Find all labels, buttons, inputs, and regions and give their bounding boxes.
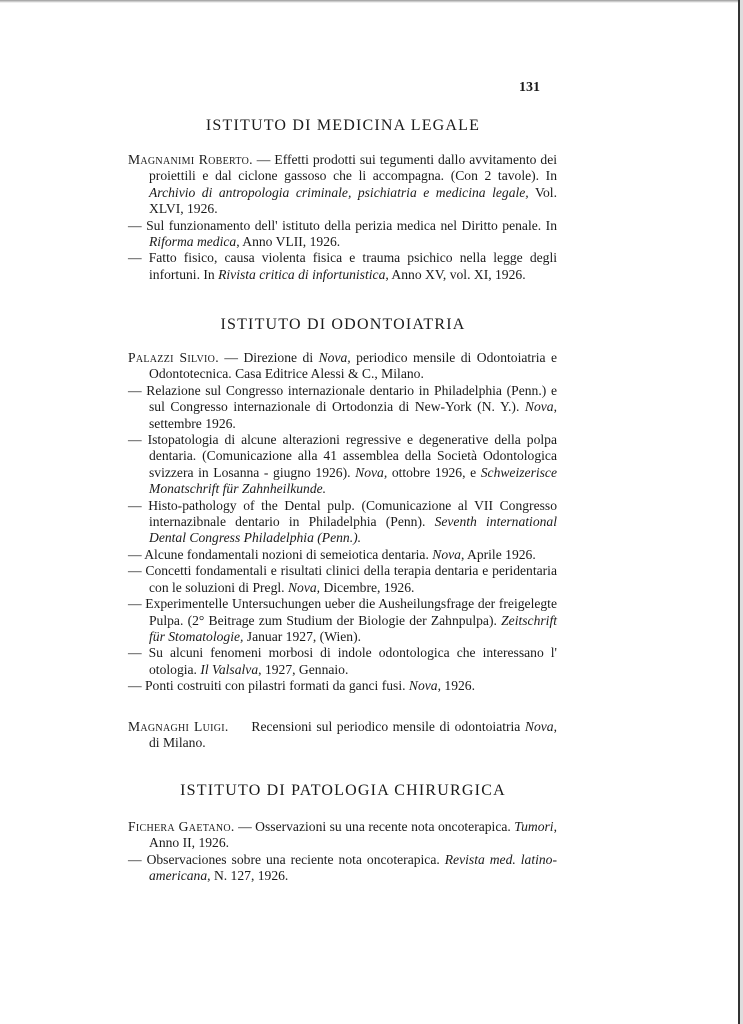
entry-text: , Anno XV, vol. XI, 1926. [385,266,526,282]
publication-title: Revista med. latino-americana [149,851,557,884]
section-heading-medicina-legale: ISTITUTO DI MEDICINA LEGALE [205,117,481,134]
publication-title: Nova [408,678,438,694]
entry-text: — Histo-pathology of the Dental pulp. (Comunicazione al VII Congresso internazibnale dentario in Philadelphia (Penn). [128,497,557,530]
bibliography-entry [128,383,557,432]
entry-text: , N. 127, 1926. [207,868,289,884]
entry-text: , 1927, Gennaio. [258,661,349,677]
entry-text: — Fatto fisico, causa violenta fisica e trauma psichico nella legge degli infortuni. In [128,250,557,282]
author-name: Palazzi Silvio. [128,350,219,365]
bibliography-entry [128,152,557,218]
entry-text: — Ponti costruiti con pilastri formati da ganci fusi. [128,678,409,694]
entry-text: , 1926. [437,678,475,694]
entry-text: Dicembre, 1926. [320,579,415,595]
section-medicina-legale [128,152,557,283]
entry-text: — Sul funzionamento dell' istituto della perizia medica nel Diritto penale. In [128,217,557,233]
bibliography-entry [128,819,557,852]
publication-title: Seventh international Dental Congress Philadelphia (Penn.). [149,514,557,546]
entry-text: , Anno II, 1926. [149,819,557,851]
entry-text: — Direzione di [218,350,319,365]
entry-text: — Osservazioni su una recente nota oncoterapica. [234,819,515,834]
publication-title: Il Valsalva [200,661,259,677]
bibliography-entry [128,218,557,251]
publication-title: Nova, [318,350,351,365]
publication-title: Nova, [287,579,321,595]
bibliography-entry [128,350,557,383]
entry-text: — Istopatologia di alcune alterazioni regressive e degenerative della polpa dentaria. (Comunicazione alla 41 assemblea della Società Odontologica svizzera in Losanna - giugno 1926). [128,432,557,480]
publication-title: Tumori [514,819,554,834]
entry-text: — Effetti prodotti sui tegumenti dallo avvitamento dei proiettili e dal ciclone gassoso che li accompagna. (Con 2 tavole). In [149,152,558,184]
entry-text: periodico mensile di Odontoiatria e Odontotecnica. Casa Editrice Alessi & C., Milano. [149,350,558,382]
page-number: 131 [519,80,540,95]
entry-text: — Experimentelle Untersuchungen ueber die Ausheilungsfrage der freigelegte Pulpa. (2° Beitrage zum Studium der Biologie der Zahnpulpa). [128,596,557,628]
author-name: Magnaghi Luigi. [128,718,229,734]
publication-title: Rivista critica di infortunistica [218,266,386,282]
publication-title: Zeitschrift für Stomatologie, [149,612,557,644]
publication-title: Archivio di antropologia criminale, psichiatria e medicina legale, [149,184,529,200]
bibliography-entry [128,250,557,283]
bibliography-entry [128,719,557,752]
publication-title: Nova [524,718,554,734]
entry-text: Januar 1927, (Wien). [243,628,362,644]
entry-text: , Anno VLII, 1926. [236,234,341,250]
bibliography-entry [128,678,557,694]
entry-text: Recensioni sul periodico mensile di odontoiatria [228,718,525,734]
entry-text: , settembre 1926. [149,399,557,431]
bibliography-entry [128,645,557,678]
entry-text: , di Milano. [149,718,558,750]
bibliography-entry [128,432,557,498]
publication-title: Nova [524,399,554,415]
entry-text: Vol. XLVI, 1926. [149,184,557,217]
bibliography-entry [128,852,557,885]
section-patologia-chirurgica [128,819,557,885]
author-name: Magnanimi Roberto. [128,152,253,167]
section-heading-patologia-chirurgica: ISTITUTO DI PATOLOGIA CHIRURGICA [180,782,506,799]
entry-text: — Su alcuni fenomeni morbosi di indole odontologica che interessano l' otologia. [128,645,557,677]
publication-title: Riforma medica [149,234,237,250]
bibliography-entry [128,498,557,547]
entry-text: — Observaciones sobre una reciente nota oncoterapica. [128,851,445,867]
section-odontoiatria [128,350,557,751]
bibliography-entry [128,563,557,596]
publication-title: Nova [432,546,461,562]
entry-text: — Alcune fondamentali nozioni di semeiotica dentaria. [128,546,433,562]
publication-title: Schweizerisce Monatschrift für Zahnheilkunde. [149,464,557,497]
entry-text: , Aprile 1926. [460,546,536,562]
entry-text: ottobre 1926, e [387,464,481,480]
publication-title: Nova, [355,464,388,480]
spacer [128,695,557,719]
bibliography-entry [128,547,557,563]
entry-text: — Concetti fondamentali e risultati clinici della terapia dentaria e peridentaria con le soluzioni di Pregl. [128,563,557,595]
scan-edge-top [0,0,743,3]
bibliography-entry [128,596,557,645]
author-name: Fichera Gaetano. [128,819,235,834]
entry-text: — Relazione sul Congresso internazionale dentario in Philadelphia (Penn.) e sul Congresso internazionale di Ortodonzia di New-York (N. Y.). [128,382,557,415]
section-heading-odontoiatria: ISTITUTO DI ODONTOIATRIA [220,316,466,333]
